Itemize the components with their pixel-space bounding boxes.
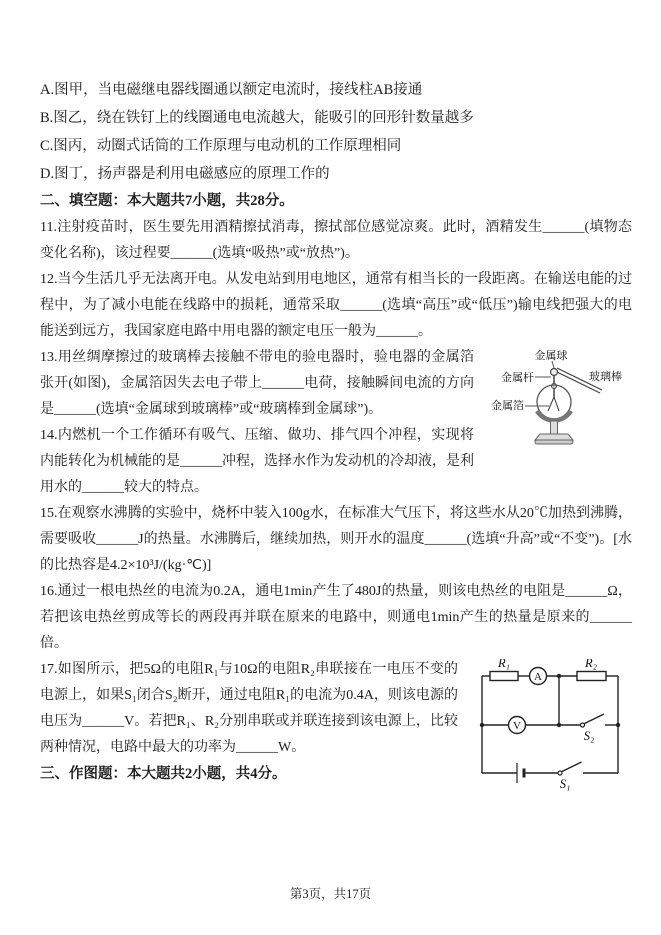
question-12: 12.当今生活几乎无法离开电。从发电站到用电地区，通常有相当长的一段距离。在输送电能的过程中，为了减小电能在线路中的损耗，通常采取______(选填“高压”或“低压”)输电线把强大的电能送到远方，我国家庭电路中用电器的额定电压一般为______。: [40, 272, 632, 339]
metal-foil-label: 金属箔: [491, 400, 524, 412]
question-15: 15.在观察水沸腾的实验中，烧杯中装入100g水，在标准大气压下，将这些水从20℃加热到沸腾，需要吸收______J的热量。水沸腾后，继续加热，则开水的温度______(选填“升高”或“不变”)。[水的比热容是4.2×10³J/(kg·℃)]: [40, 506, 632, 573]
metal-ball-label: 金属球: [534, 350, 568, 362]
metal-foil-icon: [548, 397, 559, 411]
electroscope-base-icon: [535, 434, 573, 440]
resistor-r1-label: R₁: [498, 659, 510, 670]
switch-s2: [581, 714, 605, 727]
switch-s2-label: S₂: [583, 729, 595, 743]
resistor-r1: [490, 672, 518, 681]
resistor-r2-label: R₂: [585, 659, 597, 670]
metal-ball-icon: [551, 369, 558, 376]
battery-symbol: [517, 763, 524, 783]
option-d: D.图丁，扬声器是利用电磁感应的原理工作的: [40, 166, 330, 182]
section-fill-blank-header: 二、填空题：本大题共7小题，共28分。: [40, 193, 294, 209]
section-drawing-header: 三、作图题：本大题共2小题，共4分。: [40, 766, 287, 782]
question-11: 11.注射疫苗时，医生要先用酒精擦拭消毒，擦拭部位感觉凉爽。此时，酒精发生______(填物态变化名称)，该过程要______(选填“吸热”或“放热”)。: [40, 220, 632, 261]
switch-s1: [558, 762, 582, 775]
junction-dots: [480, 674, 620, 727]
circuit-drawing: [470, 659, 632, 809]
question-14: 14.内燃机一个工作循环有吸气、压缩、做功、排气四个冲程，实现将内能转化为机械能的是______冲程，选择水作为发动机的冷却液，是利用水的______较大的特点。: [40, 428, 474, 495]
circuit-figure: [470, 659, 632, 809]
electroscope-collar-icon: [537, 411, 571, 420]
ammeter-symbol: A: [534, 671, 542, 683]
electroscope-drawing: [484, 347, 632, 447]
question-17: 17.如图所示，把5Ω的电阻R₁与10Ω的电阻R₂串联接在一电压不变的电源上，如果S₁闭合S₂断开，通过电阻R₁的电流为0.4A，则该电源的电压为______V。若把R₁、R₂分别串联或并联连接到该电源上，比较两种情况，电路中最大的功率为______W。: [40, 662, 458, 755]
switch-s1-label: S₁: [559, 777, 571, 791]
option-b: B.图乙，绕在铁钉上的线圈通电电流越大，能吸引的回形针数量越多: [40, 110, 474, 126]
question-16: 16.通过一根电热丝的电流为0.2A，通电1min产生了480J的热量，则该电热丝的电阻是______Ω，若把该电热丝剪成等长的两段再并联在原来的电路中，则通电1min产生的热量是原来的______倍。: [40, 584, 632, 651]
glass-rod-label: 玻璃棒: [589, 371, 622, 383]
page-content: [40, 76, 632, 813]
question-13: 13.用丝绸摩擦过的玻璃棒去接触不带电的验电器时，验电器的金属箔张开(如图)，金属箔因失去电子带上______电荷，接触瞬间电流的方向是______(选填“金属球到玻璃棒”或“玻璃棒到金属球”)。: [40, 350, 474, 417]
option-a: A.图甲，当电磁继电器线圈通以额定电流时，接线柱AB接通: [40, 82, 423, 98]
electroscope-stem-icon: [551, 421, 558, 434]
electroscope-figure: [484, 347, 632, 447]
resistor-r2: [577, 672, 606, 681]
page-number: 第3页，共17页: [289, 887, 372, 901]
option-c: C.图丙，动圈式话筒的工作原理与电动机的工作原理相同: [40, 138, 402, 154]
metal-rod-label: 金属杆: [501, 372, 534, 384]
voltmeter-symbol: V: [513, 720, 521, 732]
